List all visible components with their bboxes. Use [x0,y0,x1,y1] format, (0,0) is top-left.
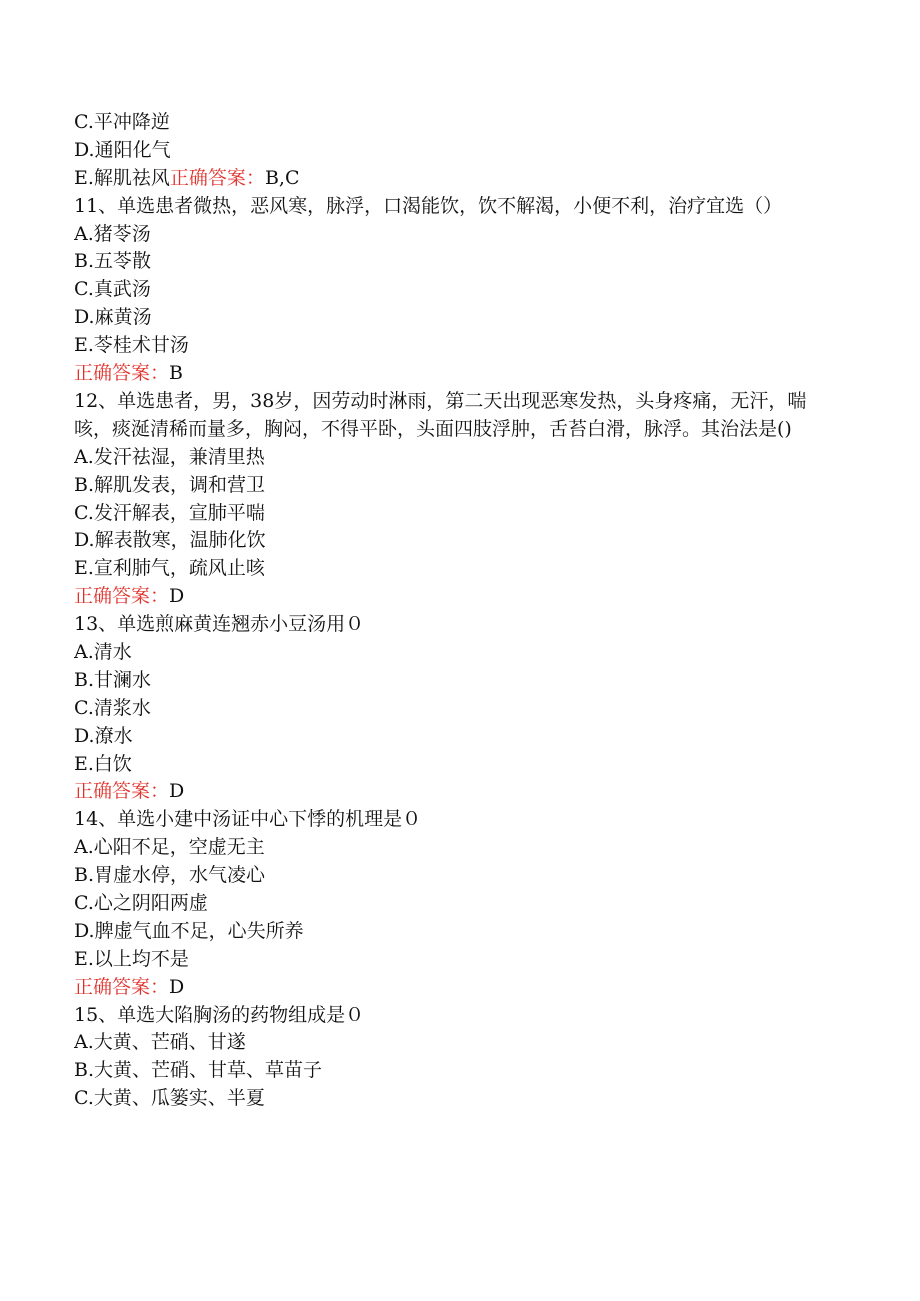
option-line: C.大黄、瓜篓实、半夏 [74,1087,265,1110]
option-line: E.以上均不是 [74,947,189,970]
option-line: A.大黄、芒硝、甘遂 [74,1031,246,1054]
question-list [74,109,844,1113]
option-text: E.解肌祛风 [74,166,170,189]
answer-label: 正确答案： [169,166,265,189]
question-stem: 14、单选小建中汤证中心下悸的机理是０ [74,808,422,831]
question-stem: 15、单选大陷胸汤的药物组成是０ [74,1003,365,1026]
answer-label: 正确答案： [74,362,170,385]
option-line: A.发汗祛湿，兼清里热 [74,445,265,468]
option-line: A.猪苓汤 [74,222,151,245]
answer-label: 正确答案： [74,975,170,998]
option-line: C.发汗解表，宣肺平喘 [74,501,265,524]
option-line: C.心之阴阳两虚 [74,891,208,914]
option-line: E.宣利肺气，疏风止咳 [74,557,265,580]
option-line: A.心阳不足，空虚无主 [74,836,265,859]
option-line: C.清浆水 [74,696,151,719]
option-line: B.五苓散 [74,250,152,273]
option-line: E.白饮 [74,752,132,775]
option-line: C.平冲降逆 [74,111,170,133]
option-line: A.清水 [74,640,132,663]
option-line: D.潦水 [74,724,133,747]
option-line: B.解肌发表，调和营卫 [74,473,266,496]
answer-value: B,C [264,166,300,189]
answer-line [74,778,844,806]
option-line: C.真武汤 [74,278,151,301]
answer-line [74,583,844,611]
option-line: E.苓桂术甘汤 [74,334,189,357]
question-stem: 11、单选患者微热，恶风寒，脉浮，口渴能饮，饮不解渴，小便不利，治疗宜选（） [74,194,783,217]
option-line: D.脾虚气血不足，心失所养 [74,919,304,942]
answer-line [74,360,844,388]
answer-value: D [169,975,185,998]
option-line: D.麻黄汤 [74,306,152,329]
question-stem: 13、单选煎麻黄连翘赤小豆汤用０ [74,613,365,636]
option-line: B.甘澜水 [74,668,152,691]
option-line: D.解表散寒，温肺化饮 [74,529,266,552]
option-line-with-answer [74,165,844,193]
question-stem: 12、单选患者，男，38岁，因劳动时淋雨，第二天出现恶寒发热，头身疼痛，无汗，喘咳，痰涎清稀而量多，胸闷，不得平卧，头面四肢浮肿，舌苔白滑，脉浮。其治法是() [74,389,807,440]
answer-value: B [169,362,183,385]
answer-line [74,974,844,1002]
answer-value: D [169,780,185,803]
answer-label: 正确答案： [74,780,170,803]
answer-value: D [169,585,185,608]
option-line: D.通阳化气 [74,138,171,161]
answer-label: 正确答案： [74,585,170,608]
option-line: B.胃虚水停，水气凌心 [74,864,266,887]
option-line: B.大黄、芒硝、甘草、草苗子 [74,1059,323,1082]
